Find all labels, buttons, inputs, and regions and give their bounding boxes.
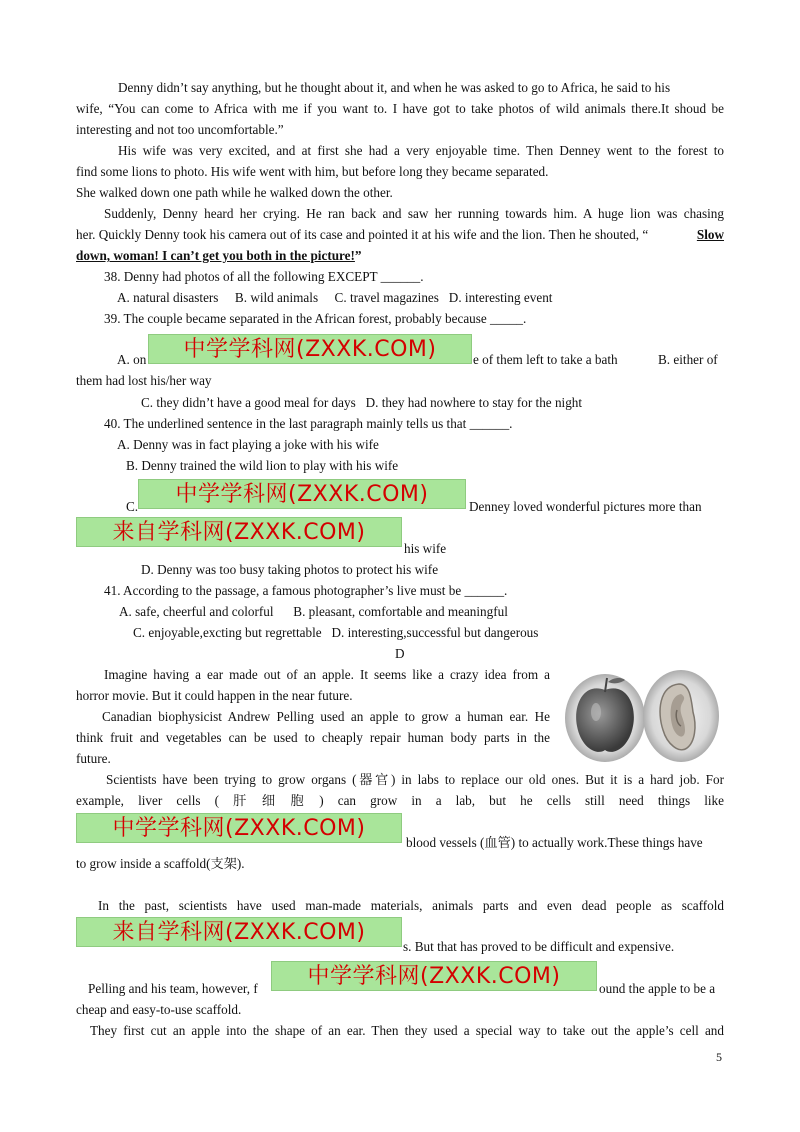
passage-line: She walked down one path while he walked down the other. (76, 185, 393, 200)
passage-line: Pelling and his team, however, f (88, 981, 258, 996)
page-number: 5 (716, 1050, 722, 1064)
section-label: D (395, 646, 405, 661)
question-40-option-d: D. Denny was too busy taking photos to protect his wife (141, 562, 439, 577)
watermark-banner: 中学学科网(ZXXK.COM) (148, 334, 472, 364)
question-40: 40. The underlined sentence in the last paragraph mainly tells us that ______. (104, 416, 513, 431)
passage-line: Scientists have been trying to grow organs (器官) in labs to replace our old ones. But it is a hard job. For (106, 772, 724, 787)
passage-line: wife, “You can come to Africa with me if you want to. I have got to take photos of wild animals there.It shoud be (76, 101, 724, 116)
question-40-option-c-start: C. (126, 499, 139, 514)
passage-line: think fruit and vegetables can be used to cheaply repair human body parts in the (76, 730, 550, 745)
question-39-option-b: them had lost his/her way (76, 373, 212, 388)
question-39-option-a-end: e of them left to take a bath (473, 352, 618, 367)
question-41-options-cd: C. enjoyable,excting but regrettable D. interesting,successful but dangerous (133, 625, 539, 640)
passage-line: They first cut an apple into the shape of an ear. Then they used a special way to take out the apple’s cell and (90, 1023, 724, 1038)
watermark-banner: 中学学科网(ZXXK.COM) (138, 479, 466, 509)
passage-line: future. (76, 751, 111, 766)
passage-line: to grow inside a scaffold(支架). (76, 856, 245, 871)
question-40-option-a: A. Denny was in fact playing a joke with his wife (117, 437, 379, 452)
question-40-option-c-end: his wife (404, 541, 447, 556)
underlined-sentence: down, woman! I can’t get you both in the picture! (76, 248, 355, 263)
watermark-banner: 中学学科网(ZXXK.COM) (76, 813, 402, 843)
passage-line: blood vessels (血管) to actually work.These things have (406, 835, 703, 850)
passage-text: ” (354, 248, 362, 263)
passage-line: Canadian biophysicist Andrew Pelling used an apple to grow a human ear. He (102, 709, 550, 724)
question-38: 38. Denny had photos of all the following EXCEPT ______. (104, 269, 424, 284)
passage-line: s. But that has proved to be difficult and expensive. (403, 939, 675, 954)
passage-line: interesting and not too uncomfortable.” (76, 122, 284, 137)
question-40-option-c-end: Denney loved wonderful pictures more than (469, 499, 702, 514)
question-39-option-a-start: A. on (117, 352, 147, 367)
passage-line: Imagine having a ear made out of an apple. It seems like a crazy idea from a (104, 667, 550, 682)
passage-line: example, liver cells ( 肝 细 胞 ) can grow in a lab, but he cells still need things like (76, 793, 724, 808)
passage-line: ound the apple to be a (599, 981, 716, 996)
question-39-options-cd: C. they didn’t have a good meal for days D. they had nowhere to stay for the night (141, 395, 583, 410)
passage-line: His wife was very excited, and at first she had a very enjoyable time. Then Denney went to the forest to (118, 143, 724, 158)
passage-text: her. Quickly Denny took his camera out of its case and pointed it at his wife and the lion. Then he shouted, “ (76, 227, 649, 242)
question-39-option-b: B. either of (658, 352, 718, 367)
passage-line: horror movie. But it could happen in the near future. (76, 688, 353, 703)
watermark-banner: 中学学科网(ZXXK.COM) (271, 961, 597, 991)
passage-line (76, 227, 724, 243)
apple-ear-image (563, 664, 723, 766)
question-38-options: A. natural disasters B. wild animals C. travel magazines D. interesting event (117, 290, 553, 305)
passage-line: find some lions to photo. His wife went with him, but before long they became separated. (76, 164, 549, 179)
question-40-option-b: B. Denny trained the wild lion to play with his wife (126, 458, 399, 473)
passage-line: cheap and easy-to-use scaffold. (76, 1002, 242, 1017)
passage-line: Denny didn’t say anything, but he thought about it, and when he was asked to go to Africa, he said to his (118, 80, 671, 95)
passage-line: In the past, scientists have used man-made materials, animals parts and even dead people as scaffold (98, 898, 724, 913)
question-39: 39. The couple became separated in the African forest, probably because _____. (104, 311, 527, 326)
passage-line: Suddenly, Denny heard her crying. He ran back and saw her running towards him. A huge lion was chasing (104, 206, 724, 221)
watermark-banner: 来自学科网(ZXXK.COM) (76, 917, 402, 947)
watermark-banner: 来自学科网(ZXXK.COM) (76, 517, 402, 547)
question-41: 41. According to the passage, a famous photographer’s live must be ______. (104, 583, 508, 598)
passage-line (76, 248, 362, 264)
question-41-options-ab: A. safe, cheerful and colorful B. pleasant, comfortable and meaningful (119, 604, 508, 619)
underlined-sentence: Slow (696, 227, 724, 242)
